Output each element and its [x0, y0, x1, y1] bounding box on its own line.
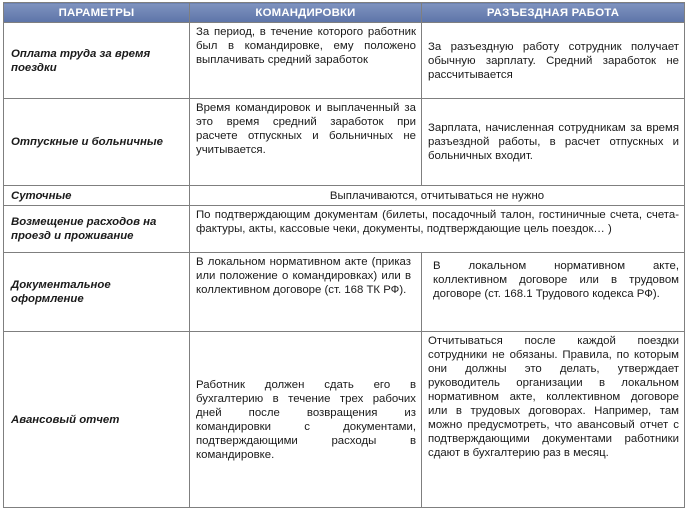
table-row	[4, 23, 685, 99]
param-cell: Отпускные и больничные	[4, 99, 190, 186]
business-trips-cell: Время командировок и выплаченный за это время средний заработок при расчете отпускных и больничных не учитывается.	[190, 99, 422, 186]
comparison-table	[3, 2, 685, 508]
table-row	[4, 99, 685, 186]
business-trips-cell: Работник должен сдать его в бухгалтерию в течение трех рабочих дней после возвращения из командировки с документами, подтверждающими расходы в командировке.	[190, 332, 422, 508]
header-row	[4, 3, 685, 23]
merged-cell: Выплачиваются, отчитываться не нужно	[190, 186, 685, 206]
business-trips-cell: В локальном нормативном акте (приказ или положение о командировках) или в коллективном договоре (ст. 168 ТК РФ).	[190, 253, 422, 332]
param-cell: Оплата труда за время поездки	[4, 23, 190, 99]
table-row	[4, 186, 685, 206]
travel-work-cell: Отчитываться после каждой поездки сотрудники не обязаны. Правила, по которым они должны это делать, утверждает руководитель организации в локальном нормативном акте, коллективном договоре или в трудовых договорах. Например, там можно предусмотреть, что авансовый отчет с подтверждающими документами работники сдают в бухгалтерию раз в месяц.	[422, 332, 685, 508]
param-cell: Документальное оформление	[4, 253, 190, 332]
table-row	[4, 253, 685, 332]
header-business-trips: КОМАНДИРОВКИ	[190, 3, 422, 23]
travel-work-cell: В локальном нормативном акте, коллективном договоре или в трудовом договоре (ст. 168.1 Трудового кодекса РФ).	[422, 253, 685, 332]
header-params: ПАРАМЕТРЫ	[4, 3, 190, 23]
param-cell: Возмещение расходов на проезд и проживание	[4, 206, 190, 253]
param-cell: Авансовый отчет	[4, 332, 190, 508]
travel-work-cell: За разъездную работу сотрудник получает обычную зарплату. Средний заработок не рассчитывается	[422, 23, 685, 99]
param-cell: Суточные	[4, 186, 190, 206]
business-trips-cell: За период, в течение которого работник был в командировке, ему положено выплачивать средний заработок	[190, 23, 422, 99]
table-row	[4, 206, 685, 253]
travel-work-cell: Зарплата, начисленная сотрудникам за время разъездной работы, в расчет отпускных и больничных входит.	[422, 99, 685, 186]
merged-cell: По подтверждающим документам (билеты, посадочный талон, гостиничные счета, счета-фактуры, акты, кассовые чеки, документы, подтверждающие цель поездок… )	[190, 206, 685, 253]
table-row	[4, 332, 685, 508]
header-travel-work: РАЗЪЕЗДНАЯ РАБОТА	[422, 3, 685, 23]
